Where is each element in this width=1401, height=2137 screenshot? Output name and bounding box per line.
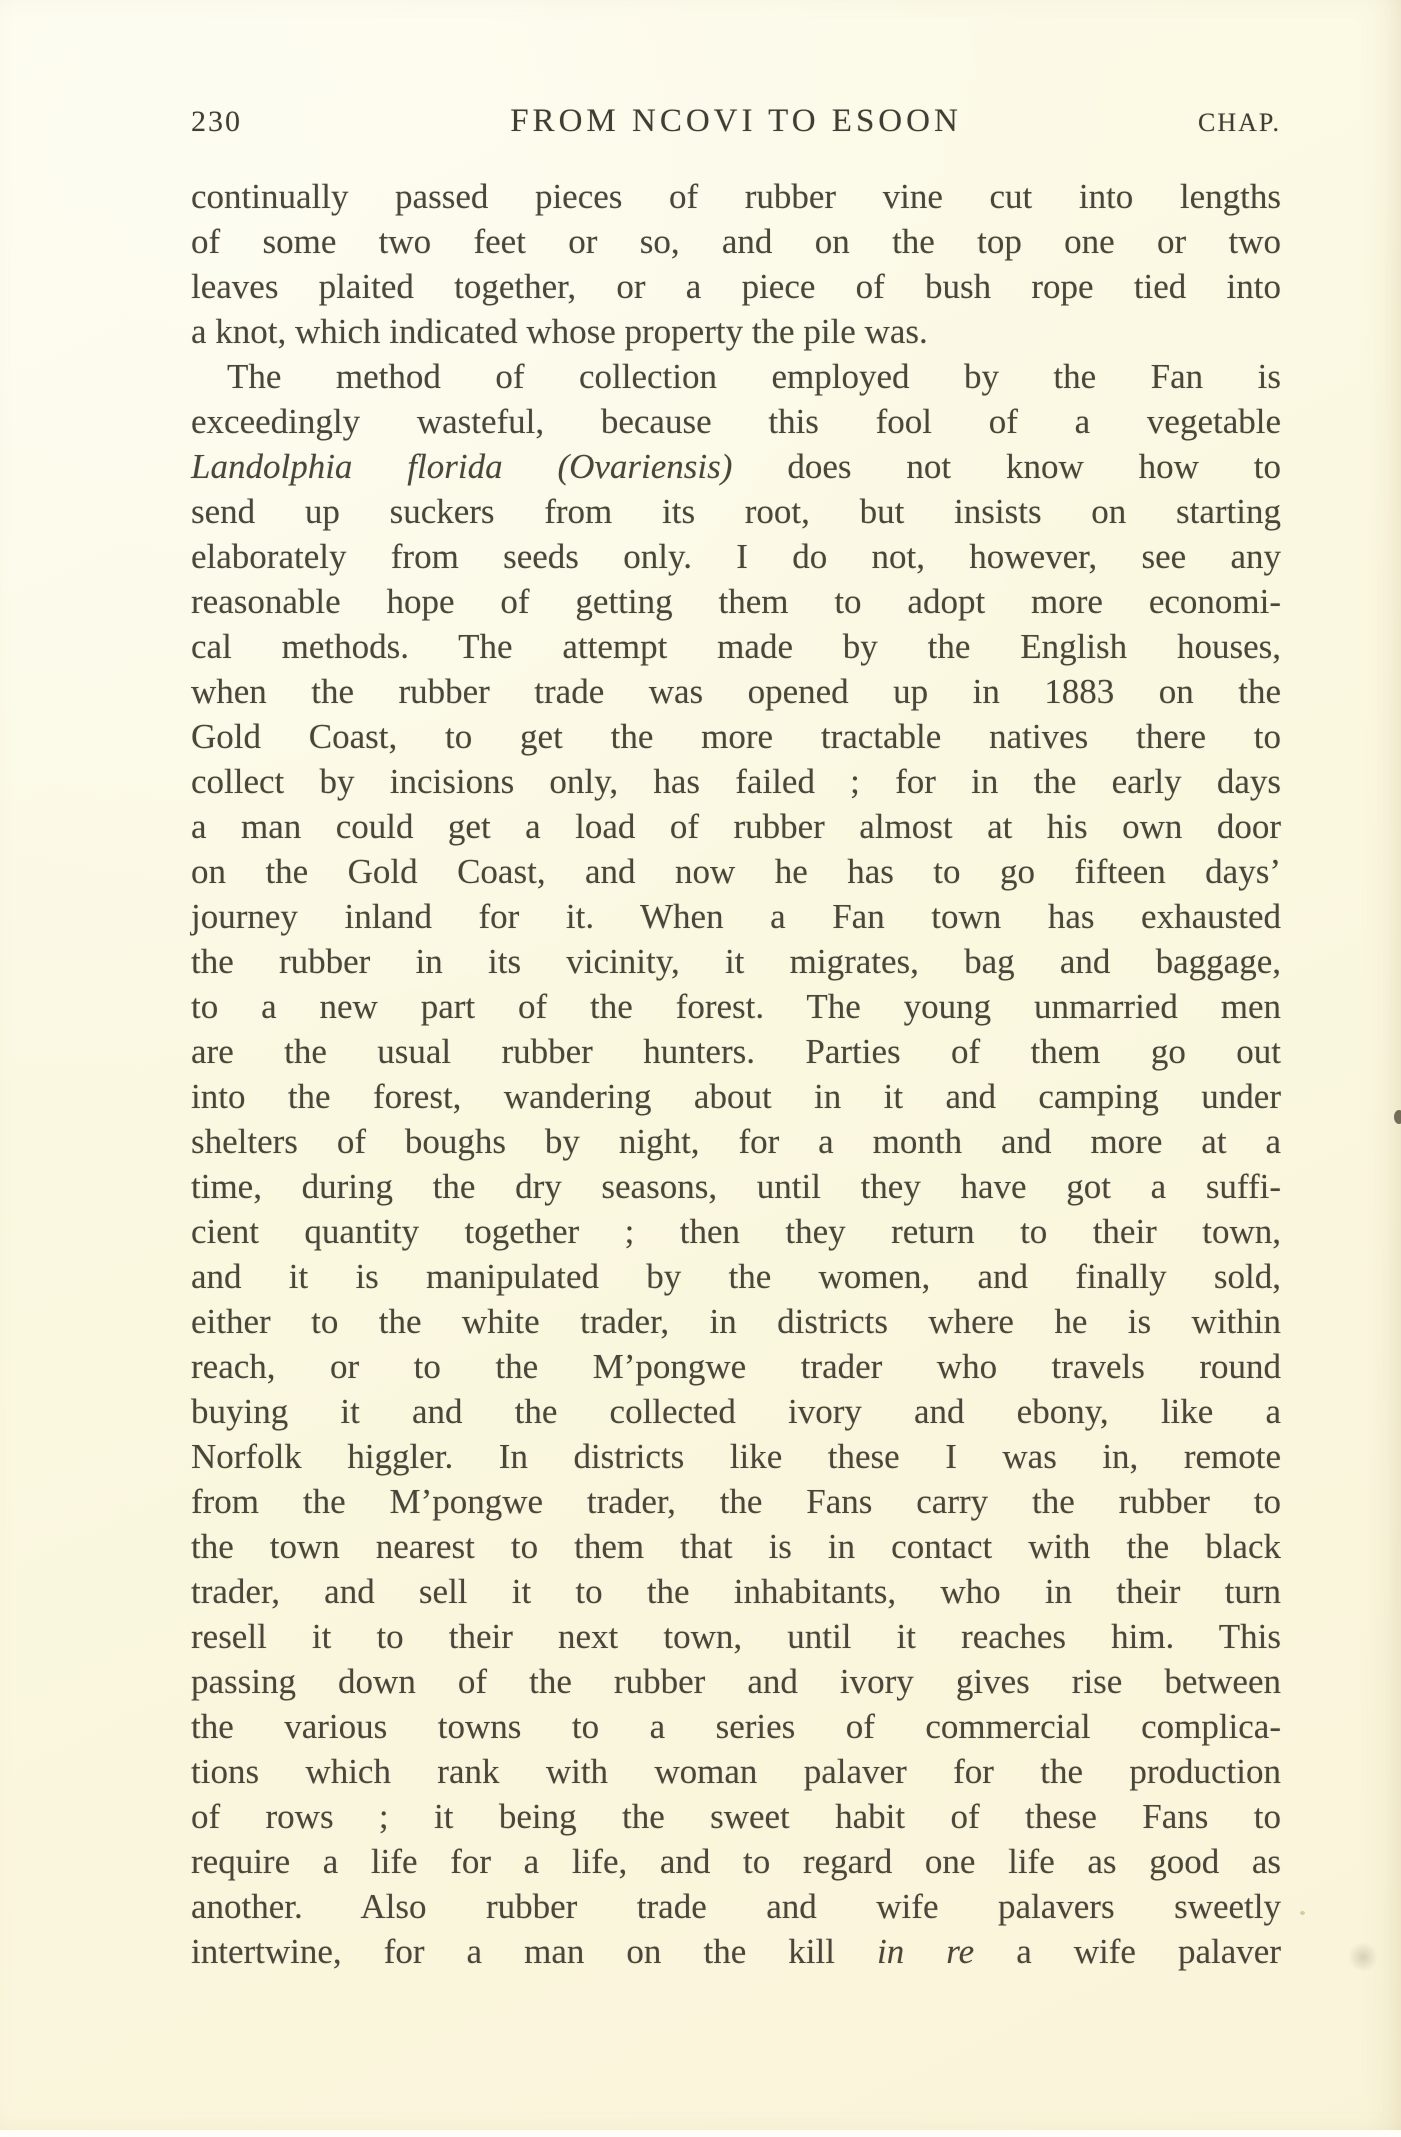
- text-line: [191, 1524, 1281, 1569]
- text-line: [191, 1254, 1281, 1299]
- page-header: [191, 103, 1281, 140]
- text-line: [191, 174, 1281, 219]
- page-number: 230: [191, 105, 242, 138]
- italic-phrase: Landolphia florida (Ovariensis): [191, 447, 733, 486]
- text-segment: The method of collection employed by the Fan is: [227, 357, 1281, 396]
- text-line: [191, 984, 1281, 1029]
- text-line: [191, 714, 1281, 759]
- italic-phrase: in re: [877, 1932, 975, 1971]
- text-segment: collect by incisions only, has failed ; for in the early days: [191, 762, 1281, 801]
- text-line: [191, 354, 1281, 399]
- text-segment: either to the white trader, in districts where he is within: [191, 1302, 1281, 1341]
- text-segment: a man could get a load of rubber almost at his own door: [191, 807, 1281, 846]
- text-segment: to a new part of the forest. The young unmarried men: [191, 987, 1281, 1026]
- chapter-label: CHAP.: [1198, 108, 1281, 137]
- text-segment: another. Also rubber trade and wife palavers sweetly: [191, 1887, 1281, 1926]
- text-segment: when the rubber trade was opened up in 1883 on the: [191, 672, 1281, 711]
- text-segment: a wife palaver: [974, 1932, 1282, 1971]
- text-segment: on the Gold Coast, and now he has to go fifteen days’: [191, 852, 1281, 891]
- text-segment: intertwine, for a man on the kill: [191, 1932, 878, 1971]
- text-line: [191, 444, 1281, 489]
- text-line: [191, 1119, 1281, 1164]
- text-segment: from the M’pongwe trader, the Fans carry the rubber to: [191, 1482, 1281, 1521]
- text-segment: shelters of boughs by night, for a month and more at a: [191, 1122, 1281, 1161]
- text-line: [191, 1074, 1281, 1119]
- text-segment: reasonable hope of getting them to adopt more economi-: [191, 582, 1281, 621]
- text-line: [191, 1164, 1281, 1209]
- text-segment: continually passed pieces of rubber vine cut into lengths: [191, 177, 1281, 216]
- page-body-text: [191, 174, 1281, 1974]
- text-segment: require a life for a life, and to regard one life as good as: [191, 1842, 1281, 1881]
- text-segment: a knot, which indicated whose property the pile was.: [191, 312, 928, 351]
- text-segment: passing down of the rubber and ivory gives rise between: [191, 1662, 1281, 1701]
- text-line: [191, 219, 1281, 264]
- text-segment: does not know how to: [732, 447, 1281, 486]
- text-line: [191, 1569, 1281, 1614]
- text-segment: Gold Coast, to get the more tractable natives there to: [191, 717, 1281, 756]
- text-segment: trader, and sell it to the inhabitants, who in their turn: [191, 1572, 1281, 1611]
- text-line: [191, 309, 1281, 354]
- text-line: [191, 1614, 1281, 1659]
- text-segment: and it is manipulated by the women, and finally sold,: [191, 1257, 1281, 1296]
- scan-edge-speck: [1394, 1110, 1401, 1124]
- text-line: [191, 1299, 1281, 1344]
- text-line: [191, 1029, 1281, 1074]
- scan-ink-smudge: [1348, 1942, 1378, 1972]
- text-line: [191, 1884, 1281, 1929]
- text-line: [191, 669, 1281, 714]
- text-line: [191, 1794, 1281, 1839]
- text-segment: of some two feet or so, and on the top one or two: [191, 222, 1281, 261]
- text-line: [191, 1344, 1281, 1389]
- text-line: [191, 1659, 1281, 1704]
- text-segment: time, during the dry seasons, until they have got a suffi-: [191, 1167, 1281, 1206]
- text-segment: the town nearest to them that is in contact with the black: [191, 1527, 1281, 1566]
- text-line: [191, 489, 1281, 534]
- text-line: [191, 1389, 1281, 1434]
- text-line: [191, 1209, 1281, 1254]
- text-segment: of rows ; it being the sweet habit of these Fans to: [191, 1797, 1281, 1836]
- text-line: [191, 804, 1281, 849]
- text-line: [191, 939, 1281, 984]
- text-segment: send up suckers from its root, but insists on starting: [191, 492, 1281, 531]
- text-segment: the various towns to a series of commercial complica-: [191, 1707, 1281, 1746]
- text-line: [191, 534, 1281, 579]
- text-segment: Norfolk higgler. In districts like these I was in, remote: [191, 1437, 1281, 1476]
- text-segment: are the usual rubber hunters. Parties of them go out: [191, 1032, 1281, 1071]
- text-segment: tions which rank with woman palaver for the production: [191, 1752, 1281, 1791]
- text-line: [191, 759, 1281, 804]
- text-line: [191, 1434, 1281, 1479]
- text-segment: resell it to their next town, until it reaches him. This: [191, 1617, 1281, 1656]
- running-title: FROM NCOVI TO ESOON: [510, 103, 962, 139]
- text-segment: journey inland for it. When a Fan town has exhausted: [191, 897, 1281, 936]
- text-segment: reach, or to the M’pongwe trader who travels round: [191, 1347, 1281, 1386]
- text-segment: leaves plaited together, or a piece of bush rope tied into: [191, 267, 1281, 306]
- text-line: [191, 894, 1281, 939]
- text-line: [191, 1704, 1281, 1749]
- text-segment: cal methods. The attempt made by the English houses,: [191, 627, 1281, 666]
- text-line: [191, 1929, 1281, 1974]
- text-segment: into the forest, wandering about in it and camping under: [191, 1077, 1281, 1116]
- text-line: [191, 399, 1281, 444]
- text-line: [191, 579, 1281, 624]
- text-segment: cient quantity together ; then they return to their town,: [191, 1212, 1281, 1251]
- scan-green-speck: [1300, 1911, 1305, 1915]
- text-line: [191, 1749, 1281, 1794]
- text-segment: buying it and the collected ivory and ebony, like a: [191, 1392, 1281, 1431]
- text-segment: exceedingly wasteful, because this fool of a vegetable: [191, 402, 1281, 441]
- text-segment: the rubber in its vicinity, it migrates, bag and baggage,: [191, 942, 1281, 981]
- text-line: [191, 1839, 1281, 1884]
- text-segment: elaborately from seeds only. I do not, however, see any: [191, 537, 1281, 576]
- scan-bottom-strip: [0, 2130, 1401, 2137]
- text-line: [191, 1479, 1281, 1524]
- text-line: [191, 849, 1281, 894]
- text-line: [191, 624, 1281, 669]
- text-line: [191, 264, 1281, 309]
